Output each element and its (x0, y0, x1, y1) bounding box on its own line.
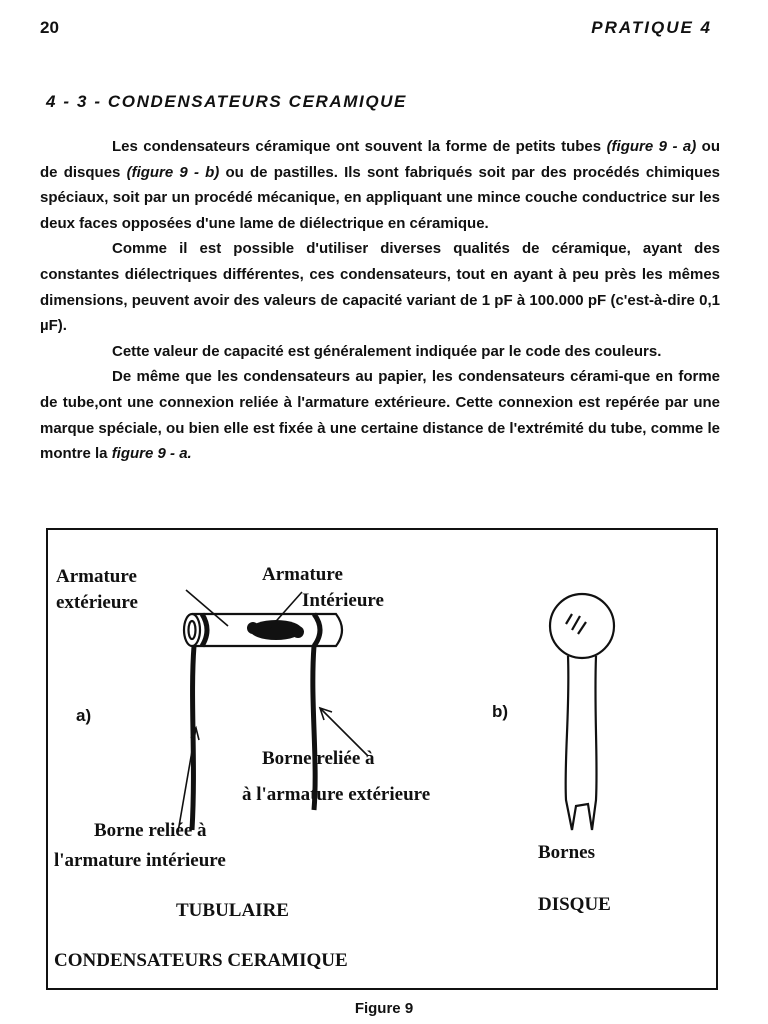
paragraph-4: De même que les condensateurs au papier, les condensateurs cérami-que en forme de tube,ont une connexion reliée à l'armature extérieure. Cette connexion est repérée par une marque spéciale, ou bien elle est fixée à une certaine distance de l'extrémité du tube, comme le montre la figure 9 - a. (40, 368, 720, 463)
body-text (40, 134, 720, 467)
label-borne-int-1: Borne reliée à (94, 820, 207, 841)
figure-9-box (46, 528, 718, 990)
tube-left-end (184, 614, 200, 646)
paragraph-2: Comme il est possible d'utiliser diverses qualités de céramique, ayant des constantes diélectriques différentes, ces condensateurs, tout en ayant à peu près les mêmes dimensions, peuvent avoir des valeurs de capacité variant de 1 pF à 100.000 pF (c'est-à-dire 0,1 µF). (40, 240, 720, 335)
figure-caption: Figure 9 (354, 1000, 414, 1017)
section-title: 4 - 3 - CONDENSATEURS CERAMIQUE (46, 92, 407, 111)
label-armature-int-2: Intérieure (302, 590, 384, 611)
page-number: 20 (40, 18, 59, 37)
label-armature-ext-1: Armature (56, 566, 137, 587)
disc-capacitor-drawing (550, 594, 614, 830)
label-overall: CONDENSATEURS CERAMIQUE (54, 950, 348, 971)
label-tubulaire: TUBULAIRE (176, 900, 289, 921)
running-head: PRATIQUE 4 (591, 18, 712, 37)
label-borne-int-2: l'armature intérieure (54, 850, 226, 871)
label-b: b) (492, 702, 509, 721)
label-a: a) (76, 706, 92, 725)
disc-leads (566, 656, 597, 830)
label-disque: DISQUE (538, 894, 611, 915)
label-borne-ext-1: Borne reliée à (262, 748, 375, 769)
label-armature-int-1: Armature (262, 564, 343, 585)
disc-body (550, 594, 614, 658)
label-bornes: Bornes (538, 842, 595, 863)
paragraph-3: Cette valeur de capacité est généralement indiquée par le code des couleurs. (112, 342, 662, 360)
paragraph-1: Les condensateurs céramique ont souvent la forme de petits tubes (figure 9 - a) ou de disques (figure 9 - b) ou de pastilles. Ils sont fabriqués soit par des procédés chimiques spéciaux, soit par un procédé mécanique, en appliquant une mince couche conductrice sur les deux faces opposées d'une lame de diélectrique en céramique. (40, 138, 721, 232)
label-borne-ext-2: à l'armature extérieure (242, 784, 431, 805)
label-armature-ext-2: extérieure (56, 592, 138, 613)
